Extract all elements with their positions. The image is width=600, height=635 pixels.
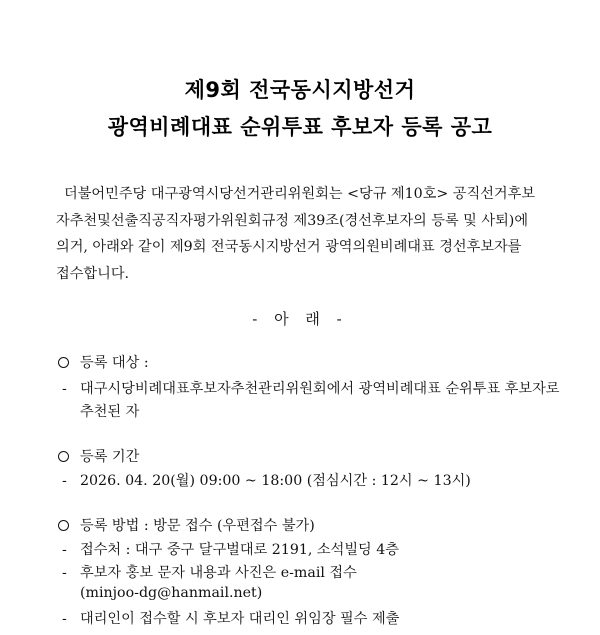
title-line-2: 광역비례대표 순위투표 후보자 등록 공고 — [107, 115, 493, 139]
dash-marker: - — [62, 611, 67, 627]
method-item-1 — [62, 539, 399, 559]
method-item-3-text: 대리인이 접수할 시 후보자 대리인 위임장 필수 제출 — [80, 611, 400, 627]
intro-line-3: 의거, 아래와 같이 제9회 전국동시지방선거 광역의원비례대표 경선후보자를 — [56, 239, 522, 255]
dash-marker: - — [62, 542, 67, 558]
target-item-1-cont: 추천된 자 — [80, 404, 140, 420]
section-period-heading — [58, 446, 139, 466]
hollow-circle-icon — [58, 451, 69, 462]
method-item-2-text: 후보자 홍보 문자 내용과 사진은 e-mail 접수 — [80, 565, 357, 581]
method-item-3 — [62, 608, 399, 628]
intro-paragraph — [56, 181, 556, 287]
dash-marker: - — [62, 565, 67, 581]
target-item-1 — [62, 378, 560, 398]
below-heading: - 아 래 - — [252, 310, 348, 328]
method-item-2 — [62, 562, 357, 582]
dash-marker: - — [62, 381, 67, 397]
target-item-1-text: 대구시당비례대표후보자추천관리위원회에서 광역비례대표 순위투표 후보자로 — [80, 381, 560, 397]
section-method-heading — [58, 515, 315, 535]
method-item-1-text: 접수처 : 대구 중구 달구벌대로 2191, 소석빌딩 4층 — [80, 542, 399, 558]
intro-line-4: 접수합니다. — [56, 265, 130, 282]
section-method-label: 등록 방법 : 방문 접수 (우편접수 불가) — [80, 518, 315, 534]
dash-marker: - — [62, 473, 67, 489]
method-item-2-email: (minjoo-dg@hanmail.net) — [80, 585, 263, 601]
period-item-1-text: 2026. 04. 20(월) 09:00 ~ 18:00 (점심시간 : 12시 ~ 13시) — [80, 473, 471, 489]
hollow-circle-icon — [58, 357, 69, 368]
section-target-label: 등록 대상 : — [80, 355, 149, 371]
title-line-1: 제9회 전국동시지방선거 — [184, 78, 416, 102]
section-target-heading — [58, 352, 149, 372]
hollow-circle-icon — [58, 520, 69, 531]
intro-line-1: 더불어민주당 대구광역시당선거관리위원회는 <당규 제10호> 공직선거후보 — [64, 186, 536, 202]
section-period-label: 등록 기간 — [80, 449, 140, 465]
period-item-1 — [62, 470, 471, 490]
intro-line-2: 자추천및선출직공직자평가위원회규정 제39조(경선후보자의 등록 및 사퇴)에 — [56, 212, 529, 229]
